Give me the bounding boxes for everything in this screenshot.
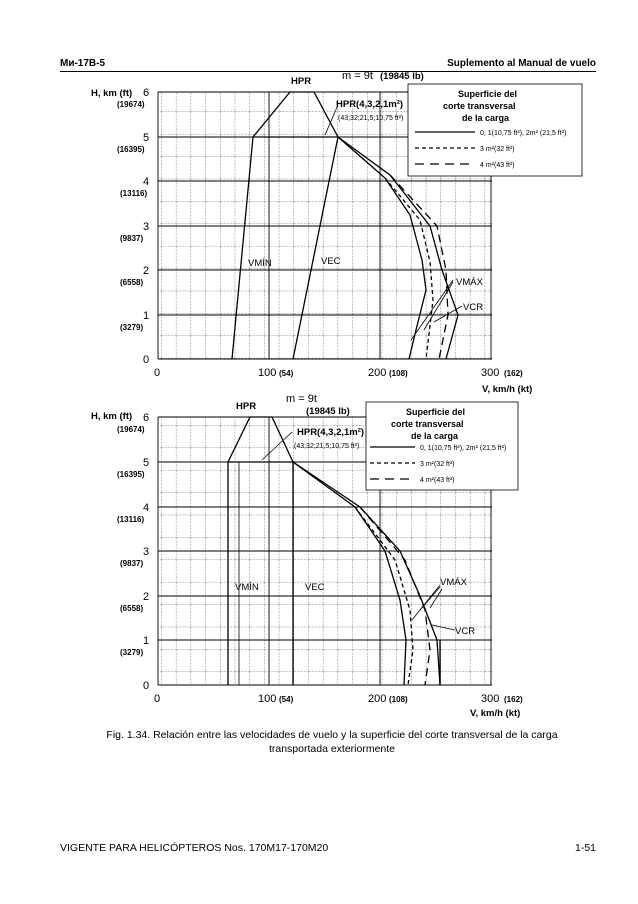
chart-top-y-ticks [91, 87, 149, 366]
label-hpr: HPR [291, 76, 312, 87]
label2-hpr-var-ft: (43;32;21,5;10,75 ft²) [294, 443, 360, 450]
legend2-item-3m2: 3 m²(32 ft²) [420, 461, 455, 468]
x2-tick-100-kt: (54) [279, 695, 294, 704]
legend2-title-2: corte transversal [391, 419, 464, 429]
label-vcr: VCR [463, 302, 484, 313]
x2-tick-300-kt: (162) [504, 695, 523, 704]
y2-tick-5: 5 [143, 457, 150, 469]
legend-title-3: de la carga [462, 113, 510, 123]
x-tick-200: 200 [368, 367, 387, 379]
x-tick-300: 300 [481, 367, 500, 379]
footer-validity: VIGENTE PARA HELICÓPTEROS Nos. 170M17-170M20 [60, 842, 329, 854]
y2-tick-2: 2 [143, 591, 150, 603]
legend2-item-4m2: 4 m²(43 ft²) [420, 477, 455, 484]
x2-tick-300: 300 [481, 693, 500, 705]
y-tick-1: 1 [143, 310, 150, 322]
label2-hpr-var: HPR(4,3,2,1m²) [297, 427, 365, 438]
y2-tick-5-ft: (16395) [117, 470, 145, 479]
x2-tick-100: 100 [258, 693, 277, 705]
mass-lb-label: (19845 lb) [380, 71, 424, 82]
y2-tick-2-ft: (6558) [120, 604, 144, 613]
y-tick-5: 5 [143, 132, 150, 144]
label2-vec: VEC [305, 582, 325, 593]
x-tick-100-kt: (54) [279, 369, 294, 378]
x2-tick-200: 200 [368, 693, 387, 705]
y2-axis-title: H, km (ft) [91, 411, 133, 422]
x-tick-100: 100 [258, 367, 277, 379]
legend-title-2: corte transversal [443, 101, 516, 111]
y-tick-6: 6 [143, 87, 150, 99]
y2-tick-6: 6 [143, 412, 150, 424]
label2-vmax: VMÁX [440, 577, 467, 588]
legend2-title-3: de la carga [411, 431, 459, 441]
legend-item-3m2: 3 m²(32 ft²) [480, 146, 515, 153]
mass2-label: m = 9t [286, 393, 317, 405]
label2-hpr: HPR [236, 401, 257, 412]
y-tick-0: 0 [143, 354, 150, 366]
mass-label: m = 9t [342, 70, 373, 82]
label2-vcr: VCR [455, 626, 476, 637]
footer-page-number: 1-51 [574, 842, 596, 854]
y-tick-4-ft: (13116) [120, 189, 148, 198]
x-tick-0: 0 [154, 367, 161, 379]
legend-title-1: Superficie del [458, 89, 518, 99]
chart-bottom-legend [366, 402, 518, 490]
label-vmin: VMÍN [248, 258, 272, 269]
legend2-item-solid: 0, 1(10,75 ft²), 2m² (21,5 ft²) [420, 445, 507, 452]
chart-top [91, 70, 582, 395]
y2-tick-1-ft: (3279) [120, 648, 144, 657]
y-tick-1-ft: (3279) [120, 323, 144, 332]
legend2-title-1: Superficie del [406, 407, 466, 417]
chart-top-legend [408, 84, 582, 176]
y2-tick-3-ft: (9837) [120, 559, 144, 568]
figure-caption: Fig. 1.34. Relación entre las velocidades de vuelo y la superficie del corte transversal de la carga transportada exteriormente [106, 729, 558, 755]
y2-tick-4-ft: (13116) [117, 515, 145, 524]
y2-tick-1: 1 [143, 635, 150, 647]
x-axis-title: V, km/h (kt) [482, 384, 533, 395]
label-hpr-var: HPR(4,3,2,1m²) [336, 99, 404, 110]
y-tick-3: 3 [143, 221, 150, 233]
y-tick-4: 4 [143, 176, 150, 188]
legend-item-4m2: 4 m²(43 ft²) [480, 162, 515, 169]
label-vec: VEC [321, 256, 341, 267]
x-tick-200-kt: (108) [389, 369, 408, 378]
label-vmax: VMÁX [456, 277, 483, 288]
y2-tick-3: 3 [143, 546, 150, 558]
x2-tick-0: 0 [154, 693, 161, 705]
y-tick-5-ft: (16395) [117, 145, 145, 154]
label-hpr-var-ft: (43;32;21,5;10,75 ft²) [338, 115, 404, 122]
label2-vmin: VMÍN [235, 582, 259, 593]
x2-axis-title: V, km/h (kt) [470, 708, 521, 719]
y-tick-3-ft: (9837) [120, 234, 144, 243]
mass2-lb-label: (19845 lb) [306, 406, 350, 417]
x2-tick-200-kt: (108) [389, 695, 408, 704]
y2-tick-6-ft: (19674) [117, 425, 145, 434]
chart-bottom [91, 393, 523, 719]
chart-top-x-ticks [154, 367, 532, 395]
chart-bottom-x-ticks [154, 693, 523, 719]
chart-bottom-y-ticks [91, 411, 149, 692]
header-manual-title: Suplemento al Manual de vuelo [447, 58, 596, 69]
y-tick-2-ft: (6558) [120, 278, 144, 287]
y-tick-2: 2 [143, 265, 150, 277]
y-tick-6-ft: (19674) [117, 100, 145, 109]
y-axis-title: H, km (ft) [91, 88, 133, 99]
header-model: Ми-17В-5 [60, 58, 106, 69]
x-tick-300-kt: (162) [504, 369, 523, 378]
y2-tick-0: 0 [143, 680, 150, 692]
y2-tick-4: 4 [143, 502, 150, 514]
legend-item-solid: 0, 1(10,75 ft²), 2m² (21,5 ft²) [480, 130, 567, 137]
